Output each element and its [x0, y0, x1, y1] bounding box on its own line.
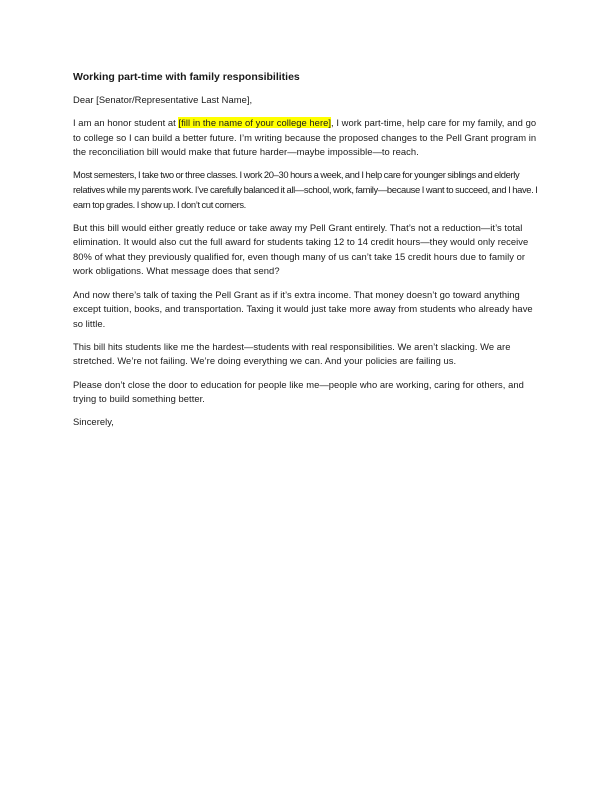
- paragraph-pell-tax: And now there’s talk of taxing the Pell Grant as if it’s extra income. That money doesn’t go toward anything except tuition, books, and transportation. Taxing it would just take more away from students who already have so little.: [73, 288, 533, 329]
- paragraph-appeal: Please don’t close the door to education for people like me—people who are working, caring for others, and trying to build something better.: [73, 378, 524, 405]
- closing: Sincerely,: [73, 416, 114, 428]
- letter-page: [73, 70, 543, 438]
- paragraph-pell-cut: But this bill would either greatly reduce or take away my Pell Grant entirely. That’s not a reduction—it’s total elimination. It would also cut the full award for students taking 12 to 14 credit hours—they would only receive 80% of what they previously qualified for, even though many of us can’t take 15 credit hours due to family or work obligations. What message does that send?: [73, 221, 529, 277]
- paragraph-intro-lead: I am an honor student at: [73, 117, 179, 129]
- document-title: Working part-time with family responsibilities: [73, 71, 300, 83]
- college-name-placeholder: [fill in the name of your college here]: [178, 117, 332, 129]
- salutation: Dear [Senator/Representative Last Name],: [73, 94, 253, 105]
- paragraph-impact: This bill hits students like me the hardest—students with real responsibilities. We aren’t slacking. We are stretched. We’re not failing. We’re doing everything we can. And your policies are failing us.: [73, 340, 511, 367]
- paragraph-intro: [73, 116, 543, 160]
- paragraph-schedule: Most semesters, I take two or three classes. I work 20–30 hours a week, and I help care for younger siblings and elderly relatives while my parents work. I’ve carefully balanced it all—school, work, family—because I want to succeed, and I have. I earn top grades. I show up. I don’t cut corners.: [73, 169, 538, 210]
- paragraph-intro-rest: , I work part-time, help care for my family, and go to college so I can build a better future. I’m writing because the proposed changes to the Pell Grant program in the reconciliation bill would make that future harder—maybe impossible—to reach.: [73, 117, 537, 158]
